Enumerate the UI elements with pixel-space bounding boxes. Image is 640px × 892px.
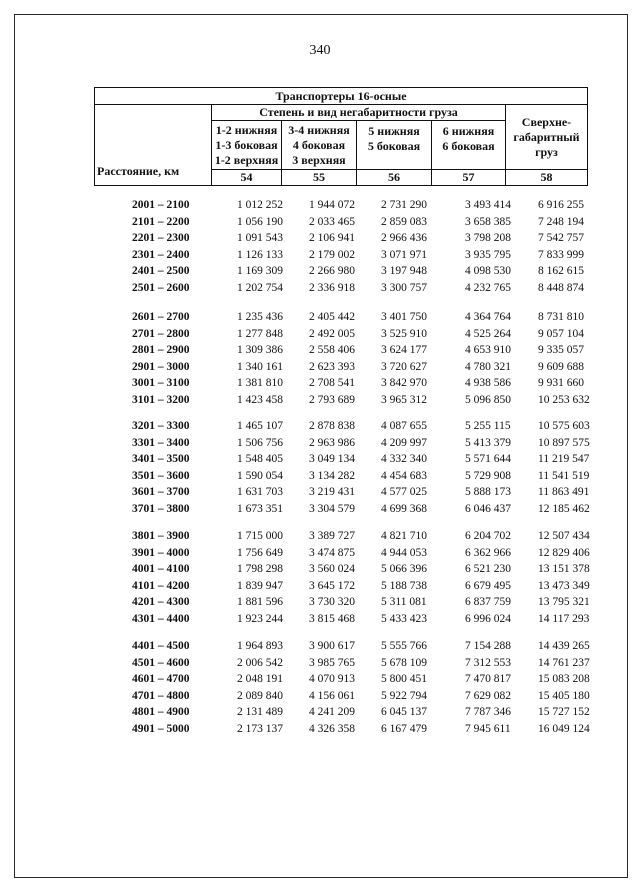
col-number-57: 57 xyxy=(432,170,506,186)
value-cell-57: 7 787 346 xyxy=(465,706,511,719)
table-row xyxy=(0,377,640,393)
value-cell-55: 3 389 727 xyxy=(309,530,355,542)
distance-range-cell: 4701 – 4800 xyxy=(132,689,190,702)
value-cell-55: 2 558 406 xyxy=(309,344,355,357)
distance-range-cell: 3601 – 3700 xyxy=(132,486,190,499)
oversize-degree-header: Степень и вид негабаритности груза xyxy=(212,105,506,121)
table-row xyxy=(0,690,640,706)
table-header xyxy=(94,87,588,186)
value-cell-58: 9 609 688 xyxy=(538,360,584,373)
value-cell-55: 3 645 172 xyxy=(309,579,355,592)
value-cell-54: 1 590 054 xyxy=(237,469,283,482)
value-cell-56: 5 555 766 xyxy=(381,640,427,652)
distance-range-cell: 2101 – 2200 xyxy=(132,215,190,228)
col-number-56: 56 xyxy=(357,170,432,186)
value-cell-57: 4 098 530 xyxy=(465,265,511,278)
value-cell-57: 4 364 764 xyxy=(465,311,511,323)
value-cell-55: 2 793 689 xyxy=(309,394,355,406)
value-cell-56: 3 624 177 xyxy=(381,344,427,357)
table-row xyxy=(0,530,640,546)
value-cell-57: 4 780 321 xyxy=(465,360,511,373)
value-cell-58: 11 219 547 xyxy=(538,453,590,466)
distance-range-cell: 3701 – 3800 xyxy=(132,503,190,515)
col56-header: 5 нижняя 5 боковая xyxy=(357,121,432,170)
table-row xyxy=(0,328,640,344)
value-cell-55: 4 070 913 xyxy=(309,673,355,686)
value-cell-57: 7 154 288 xyxy=(465,640,511,652)
value-cell-54: 2 173 137 xyxy=(237,723,283,735)
value-cell-54: 1 881 596 xyxy=(237,596,283,609)
distance-header: Расстояние, км xyxy=(95,105,212,186)
value-cell-58: 7 833 999 xyxy=(538,248,584,261)
value-cell-55: 2 336 918 xyxy=(309,282,355,294)
value-cell-58: 11 541 519 xyxy=(538,469,590,482)
table-row xyxy=(0,249,640,265)
table-row xyxy=(0,706,640,722)
value-cell-57: 4 525 264 xyxy=(465,327,511,340)
value-cell-58: 10 575 603 xyxy=(538,420,590,432)
value-cell-55: 3 219 431 xyxy=(309,486,355,499)
value-cell-58: 16 049 124 xyxy=(538,723,590,735)
value-cell-57: 6 204 702 xyxy=(465,530,511,542)
value-cell-54: 1 340 161 xyxy=(237,360,283,373)
distance-range-cell: 2601 – 2700 xyxy=(132,311,190,323)
value-cell-57: 7 629 082 xyxy=(465,689,511,702)
value-cell-56: 2 859 083 xyxy=(381,215,427,228)
value-cell-56: 3 197 948 xyxy=(381,265,427,278)
table-row xyxy=(0,453,640,469)
value-cell-58: 8 162 615 xyxy=(538,265,584,278)
distance-range-cell: 2301 – 2400 xyxy=(132,248,190,261)
table-row xyxy=(0,486,640,502)
value-cell-58: 15 405 180 xyxy=(538,689,590,702)
table-row xyxy=(0,547,640,563)
value-cell-57: 3 658 385 xyxy=(465,215,511,228)
value-cell-54: 1 631 703 xyxy=(237,486,283,499)
table-row xyxy=(0,311,640,327)
table-row xyxy=(0,563,640,579)
value-cell-56: 2 731 290 xyxy=(381,199,427,211)
value-cell-56: 2 966 436 xyxy=(381,232,427,245)
table-row xyxy=(0,361,640,377)
distance-range-cell: 3901 – 4000 xyxy=(132,546,190,559)
value-cell-58: 10 253 632 xyxy=(538,394,590,406)
distance-range-cell: 4601 – 4700 xyxy=(132,673,190,686)
value-cell-58: 7 248 194 xyxy=(538,215,584,228)
value-cell-55: 3 474 875 xyxy=(309,546,355,559)
value-cell-58: 14 117 293 xyxy=(538,613,590,625)
value-cell-56: 3 401 750 xyxy=(381,311,427,323)
value-cell-57: 4 232 765 xyxy=(465,282,511,294)
value-cell-54: 1 506 756 xyxy=(237,436,283,449)
value-cell-56: 5 433 423 xyxy=(381,613,427,625)
value-cell-56: 4 699 368 xyxy=(381,503,427,515)
distance-range-cell: 2901 – 3000 xyxy=(132,360,190,373)
value-cell-56: 4 209 997 xyxy=(381,436,427,449)
value-cell-58: 13 151 378 xyxy=(538,563,590,576)
value-cell-54: 2 089 840 xyxy=(237,689,283,702)
value-cell-56: 3 071 971 xyxy=(381,248,427,261)
value-cell-54: 1 202 754 xyxy=(237,282,283,294)
value-cell-55: 2 492 005 xyxy=(309,327,355,340)
value-cell-56: 3 965 312 xyxy=(381,394,427,406)
distance-range-cell: 4801 – 4900 xyxy=(132,706,190,719)
value-cell-54: 1 423 458 xyxy=(237,394,283,406)
value-cell-55: 2 708 541 xyxy=(309,377,355,390)
value-cell-58: 9 057 104 xyxy=(538,327,584,340)
value-cell-55: 2 106 941 xyxy=(309,232,355,245)
value-cell-55: 2 266 980 xyxy=(309,265,355,278)
value-cell-58: 6 916 255 xyxy=(538,199,584,211)
value-cell-55: 3 730 320 xyxy=(309,596,355,609)
value-cell-58: 14 439 265 xyxy=(538,640,590,652)
col-number-58: 58 xyxy=(506,170,588,186)
value-cell-54: 1 715 000 xyxy=(237,530,283,542)
col58-header: Сверхне- габаритный груз xyxy=(506,105,588,170)
value-cell-54: 1 091 543 xyxy=(237,232,283,245)
distance-range-cell: 4301 – 4400 xyxy=(132,613,190,625)
value-cell-54: 1 277 848 xyxy=(237,327,283,340)
value-cell-57: 3 935 795 xyxy=(465,248,511,261)
value-cell-55: 3 304 579 xyxy=(309,503,355,515)
distance-range-cell: 3301 – 3400 xyxy=(132,436,190,449)
table-row xyxy=(0,420,640,436)
table-row xyxy=(0,437,640,453)
value-cell-56: 5 800 451 xyxy=(381,673,427,686)
value-cell-57: 4 653 910 xyxy=(465,344,511,357)
distance-range-cell: 4001 – 4100 xyxy=(132,563,190,576)
distance-range-cell: 4101 – 4200 xyxy=(132,579,190,592)
value-cell-54: 1 381 810 xyxy=(237,377,283,390)
value-cell-56: 3 525 910 xyxy=(381,327,427,340)
value-cell-54: 1 756 649 xyxy=(237,546,283,559)
value-cell-58: 12 829 406 xyxy=(538,546,590,559)
value-cell-58: 15 727 152 xyxy=(538,706,590,719)
table-row xyxy=(0,199,640,215)
table-row xyxy=(0,673,640,689)
value-cell-56: 3 300 757 xyxy=(381,282,427,294)
value-cell-57: 3 493 414 xyxy=(465,199,511,211)
value-cell-58: 8 731 810 xyxy=(538,311,584,323)
value-cell-57: 3 798 208 xyxy=(465,232,511,245)
value-cell-56: 4 087 655 xyxy=(381,420,427,432)
value-cell-54: 2 131 489 xyxy=(237,706,283,719)
value-cell-54: 1 923 244 xyxy=(237,613,283,625)
value-cell-57: 6 837 759 xyxy=(465,596,511,609)
value-cell-57: 5 888 173 xyxy=(465,486,511,499)
col54-header: 1-2 нижняя 1-3 боковая 1-2 верхняя xyxy=(212,121,282,170)
value-cell-55: 2 033 465 xyxy=(309,215,355,228)
table-row xyxy=(0,723,640,739)
table-row xyxy=(0,596,640,612)
value-cell-55: 4 156 061 xyxy=(309,689,355,702)
value-cell-58: 9 931 660 xyxy=(538,377,584,390)
value-cell-54: 1 548 405 xyxy=(237,453,283,466)
value-cell-55: 2 179 002 xyxy=(309,248,355,261)
table-row xyxy=(0,282,640,298)
distance-range-cell: 3101 – 3200 xyxy=(132,394,190,406)
value-cell-54: 1 465 107 xyxy=(237,420,283,432)
value-cell-57: 6 046 437 xyxy=(465,503,511,515)
value-cell-54: 1 169 309 xyxy=(237,265,283,278)
table-row xyxy=(0,344,640,360)
value-cell-58: 7 542 757 xyxy=(538,232,584,245)
value-cell-56: 4 821 710 xyxy=(381,530,427,542)
value-cell-55: 1 944 072 xyxy=(309,199,355,211)
value-cell-55: 3 985 765 xyxy=(309,656,355,669)
value-cell-55: 3 900 617 xyxy=(309,640,355,652)
value-cell-56: 6 167 479 xyxy=(381,723,427,735)
table-title: Транспортеры 16-осные xyxy=(95,88,588,105)
table-row xyxy=(0,640,640,656)
col-number-55: 55 xyxy=(282,170,357,186)
value-cell-55: 2 405 442 xyxy=(309,311,355,323)
value-cell-56: 5 311 081 xyxy=(381,596,427,609)
value-cell-56: 4 454 683 xyxy=(381,469,427,482)
distance-range-cell: 4501 – 4600 xyxy=(132,656,190,669)
value-cell-58: 11 863 491 xyxy=(538,486,590,499)
distance-range-cell: 3201 – 3300 xyxy=(132,420,190,432)
value-cell-57: 5 729 908 xyxy=(465,469,511,482)
value-cell-55: 2 623 393 xyxy=(309,360,355,373)
value-cell-57: 5 571 644 xyxy=(465,453,511,466)
value-cell-57: 5 096 850 xyxy=(465,394,511,406)
value-cell-57: 6 362 966 xyxy=(465,546,511,559)
distance-range-cell: 3501 – 3600 xyxy=(132,469,190,482)
value-cell-58: 13 795 321 xyxy=(538,596,590,609)
table-row xyxy=(0,470,640,486)
value-cell-57: 6 996 024 xyxy=(465,613,511,625)
value-cell-58: 13 473 349 xyxy=(538,579,590,592)
col-number-54: 54 xyxy=(212,170,282,186)
table-row xyxy=(0,216,640,232)
value-cell-58: 9 335 057 xyxy=(538,344,584,357)
value-cell-57: 7 470 817 xyxy=(465,673,511,686)
value-cell-55: 3 815 468 xyxy=(309,613,355,625)
value-cell-54: 1 964 893 xyxy=(237,640,283,652)
table-row xyxy=(0,503,640,519)
distance-range-cell: 2501 – 2600 xyxy=(132,282,190,294)
distance-range-cell: 2801 – 2900 xyxy=(132,344,190,357)
value-cell-56: 5 188 738 xyxy=(381,579,427,592)
value-cell-57: 7 945 611 xyxy=(465,723,511,735)
value-cell-58: 10 897 575 xyxy=(538,436,590,449)
value-cell-57: 5 413 379 xyxy=(465,436,511,449)
value-cell-54: 2 006 542 xyxy=(237,656,283,669)
distance-range-cell: 4401 – 4500 xyxy=(132,640,190,652)
distance-range-cell: 3801 – 3900 xyxy=(132,530,190,542)
value-cell-56: 5 066 396 xyxy=(381,563,427,576)
value-cell-58: 8 448 874 xyxy=(538,282,584,294)
value-cell-54: 2 048 191 xyxy=(237,673,283,686)
value-cell-57: 7 312 553 xyxy=(465,656,511,669)
value-cell-58: 12 185 462 xyxy=(538,503,590,515)
value-cell-56: 3 720 627 xyxy=(381,360,427,373)
value-cell-56: 5 922 794 xyxy=(381,689,427,702)
distance-range-cell: 4901 – 5000 xyxy=(132,723,190,735)
value-cell-58: 15 083 208 xyxy=(538,673,590,686)
value-cell-54: 1 839 947 xyxy=(237,579,283,592)
value-cell-58: 14 761 237 xyxy=(538,656,590,669)
value-cell-57: 4 938 586 xyxy=(465,377,511,390)
distance-range-cell: 3001 – 3100 xyxy=(132,377,190,390)
value-cell-57: 6 521 230 xyxy=(465,563,511,576)
value-cell-56: 5 678 109 xyxy=(381,656,427,669)
value-cell-54: 1 309 386 xyxy=(237,344,283,357)
value-cell-54: 1 126 133 xyxy=(237,248,283,261)
value-cell-58: 12 507 434 xyxy=(538,530,590,542)
value-cell-57: 5 255 115 xyxy=(465,420,511,432)
value-cell-54: 1 798 298 xyxy=(237,563,283,576)
value-cell-54: 1 056 190 xyxy=(237,215,283,228)
value-cell-55: 2 878 838 xyxy=(309,420,355,432)
value-cell-56: 3 842 970 xyxy=(381,377,427,390)
table-row xyxy=(0,657,640,673)
col57-header: 6 нижняя 6 боковая xyxy=(432,121,506,170)
value-cell-55: 3 560 024 xyxy=(309,563,355,576)
distance-range-cell: 4201 – 4300 xyxy=(132,596,190,609)
value-cell-55: 3 134 282 xyxy=(309,469,355,482)
distance-range-cell: 2001 – 2100 xyxy=(132,199,190,211)
col55-header: 3-4 нижняя 4 боковая 3 верхняя xyxy=(282,121,357,170)
value-cell-55: 4 326 358 xyxy=(309,723,355,735)
table-row xyxy=(0,580,640,596)
table-row xyxy=(0,394,640,410)
value-cell-56: 4 332 340 xyxy=(381,453,427,466)
table-row xyxy=(0,265,640,281)
value-cell-54: 1 673 351 xyxy=(237,503,283,515)
distance-range-cell: 2201 – 2300 xyxy=(132,232,190,245)
value-cell-55: 3 049 134 xyxy=(309,453,355,466)
distance-range-cell: 2401 – 2500 xyxy=(132,265,190,278)
value-cell-54: 1 012 252 xyxy=(237,199,283,211)
distance-range-cell: 3401 – 3500 xyxy=(132,453,190,466)
value-cell-54: 1 235 436 xyxy=(237,311,283,323)
distance-range-cell: 2701 – 2800 xyxy=(132,327,190,340)
page-number: 340 xyxy=(309,43,331,58)
value-cell-56: 4 577 025 xyxy=(381,486,427,499)
value-cell-55: 4 241 209 xyxy=(309,706,355,719)
value-cell-57: 6 679 495 xyxy=(465,579,511,592)
value-cell-56: 4 944 053 xyxy=(381,546,427,559)
value-cell-55: 2 963 986 xyxy=(309,436,355,449)
value-cell-56: 6 045 137 xyxy=(381,706,427,719)
table-row xyxy=(0,232,640,248)
table-row xyxy=(0,613,640,629)
